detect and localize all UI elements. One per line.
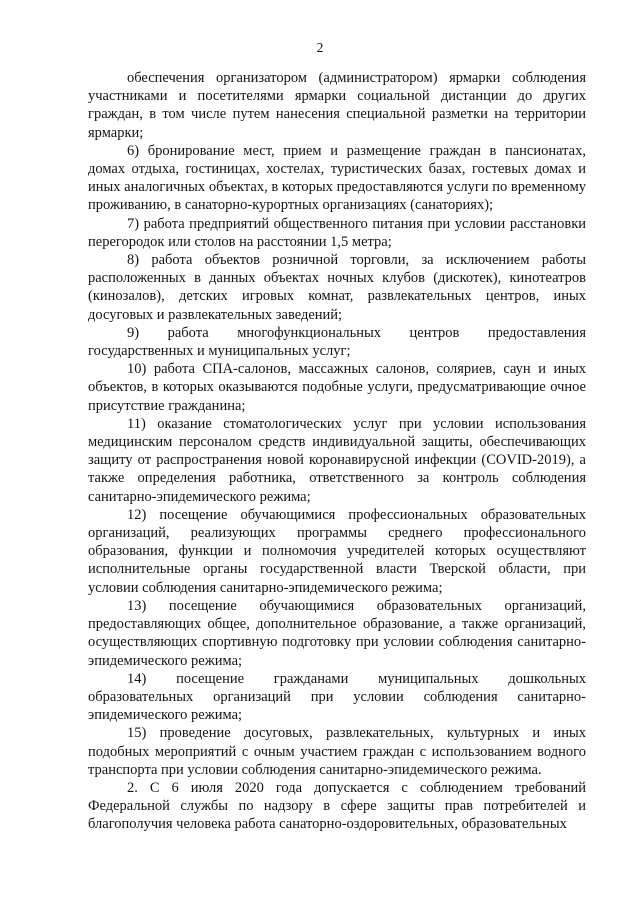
paragraph-item-7: 7) работа предприятий общественного питания при условии расстановки перегородок или столов на расстоянии 1,5 метра; — [88, 215, 586, 250]
document-body — [88, 69, 586, 834]
paragraph-item-8: 8) работа объектов розничной торговли, за исключением работы расположенных в данных объектах ночных клубов (дискотек), кинотеатров (кинозалов), детских игровых комнат, развлекательных центров, иных досуговых и развлекательных заведений; — [88, 252, 586, 323]
paragraph-item-15: 15) проведение досуговых, развлекательных, культурных и иных подобных мероприятий с очным участием граждан с использованием водного транспорта при условии соблюдения санитарно-эпидемического режима. — [88, 725, 586, 778]
paragraph-item-10: 10) работа СПА-салонов, массажных салонов, соляриев, саун и иных объектов, в которых оказываются подобные услуги, предусматривающие очное присутствие гражданина; — [88, 361, 586, 414]
page-number: 2 — [316, 40, 324, 55]
paragraph-continuation: обеспечения организатором (администратором) ярмарки соблюдения участниками и посетителями ярмарки социальной дистанции до других граждан, в том числе путем нанесения специальной разметки на территории ярмарки; — [88, 70, 586, 141]
paragraph-item-11: 11) оказание стоматологических услуг при условии использования медицинским персоналом средств индивидуальной защиты, обеспечивающих защиту от распространения новой коронавирусной инфекции (COVID-2019), а также определения работника, ответственного за контроль соблюдения санитарно-эпидемического режима; — [88, 415, 586, 505]
paragraph-item-14: 14) посещение гражданами муниципальных дошкольных образовательных организаций при условии соблюдения санитарно-эпидемического режима; — [88, 670, 586, 724]
paragraph-item-12: 12) посещение обучающимися профессиональных образовательных организаций, реализующих программы среднего профессионального образования, функции и полномочия учредителей которых осуществляют исполнительные органы государственной власти Тверской области, при условии соблюдения санитарно-эпидемического режима; — [88, 506, 586, 596]
paragraph-item-6: 6) бронирование мест, прием и размещение граждан в пансионатах, домах отдыха, гостиницах, хостелах, туристических базах, гостевых домах и иных аналогичных объектах, в которых предоставляются услуги по временному проживанию, в санаторно-курортных организациях (санаториях); — [88, 142, 586, 214]
paragraph-section-2: 2. С 6 июля 2020 года допускается с соблюдением требований Федеральной службы по надзору в сфере защиты прав потребителей и благополучия человека работа санаторно-оздоровительных, образовательных — [88, 779, 586, 833]
paragraph-item-9: 9) работа многофункциональных центров предоставления государственных и муниципальных услуг; — [88, 324, 586, 360]
paragraph-item-13: 13) посещение обучающимися образовательных организаций, предоставляющих общее, дополнительное образование, а также организаций, осуществляющих спортивную подготовку при условии соблюдения санитарно-эпидемического режима; — [88, 597, 586, 669]
